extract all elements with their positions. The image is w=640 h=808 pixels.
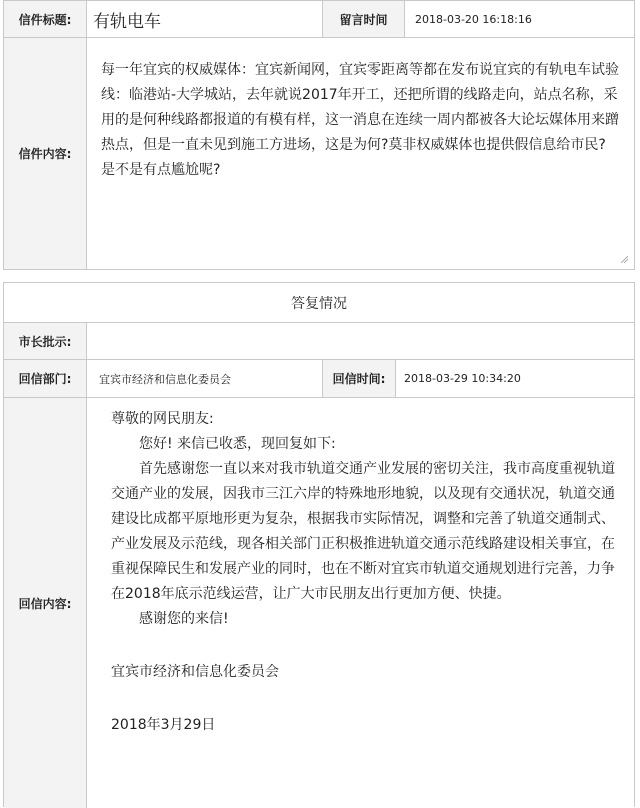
- reply-section-title: 答复情况: [291, 295, 347, 312]
- reply-content-label: 回信内容:: [4, 398, 87, 808]
- reply-dept: 宜宾市经济和信息化委员会: [87, 360, 323, 397]
- reply-date: 2018年3月29日: [111, 717, 216, 733]
- reply-paragraph: 首先感谢您一直以来对我市轨道交通产业发展的密切关注，我市高度重视轨道交通产业的发展，因我市三江六岸的特殊地形地貌，以及现有交通状况，轨道交通建设比成都平原地形更为复杂，根据我市实际情况，调整和完善了轨道交通制式、产业发展及示范线，现各相关部门正积极推进轨道交通示范线路建设相关事宜，在重视保障民生和发展产业的同时，也在不断对宜宾市轨道交通规划进行完善，力争在2018年底示范线运营，让广大市民朋友出行更加方便、快捷。: [111, 461, 615, 602]
- reply-dept-label: 回信部门:: [4, 360, 87, 397]
- reply-dept-row: [4, 360, 634, 398]
- reply-table: [3, 282, 635, 807]
- letter-content-row: [4, 38, 634, 269]
- mayor-value: [87, 323, 634, 359]
- resize-grip-icon[interactable]: [619, 254, 628, 263]
- letter-time-label: 留言时间: [323, 1, 405, 37]
- reply-content-row: [4, 398, 634, 808]
- letter-title: 有轨电车: [87, 1, 323, 37]
- letter-title-row: [4, 1, 634, 38]
- reply-header-row: [4, 283, 634, 323]
- reply-content-box: [87, 398, 634, 808]
- letter-table: [3, 0, 635, 270]
- reply-time-label: 回信时间:: [323, 360, 396, 397]
- reply-paragraph: 您好! 来信已收悉，现回复如下:: [139, 436, 336, 452]
- letter-content-label: 信件内容:: [4, 38, 87, 269]
- reply-greeting: 尊敬的网民朋友:: [111, 411, 214, 427]
- mayor-label: 市长批示:: [4, 323, 87, 359]
- mayor-row: [4, 323, 634, 360]
- letter-time: 2018-03-20 16:18:16: [415, 12, 532, 26]
- reply-time: 2018-03-29 10:34:20: [404, 372, 521, 385]
- reply-signature: 宜宾市经济和信息化委员会: [111, 664, 279, 680]
- letter-title-label: 信件标题:: [4, 1, 87, 37]
- letter-content: 每一年宜宾的权威媒体：宜宾新闻网，宜宾零距离等都在发布说宜宾的有轨电车试验线：临港站-大学城站，去年就说2017年开工，还把所谓的线路走向，站点名称，采用的是何种线路都报道的有模有样，这一消息在连续一周内都被各大论坛媒体用来蹭热点，但是一直未见到施工方进场，这是为何?莫非权威媒体也提供假信息给市民? 是不是有点尴尬呢?: [101, 62, 619, 178]
- reply-paragraph: 感谢您的来信!: [139, 611, 229, 627]
- letter-content-box[interactable]: [87, 38, 634, 269]
